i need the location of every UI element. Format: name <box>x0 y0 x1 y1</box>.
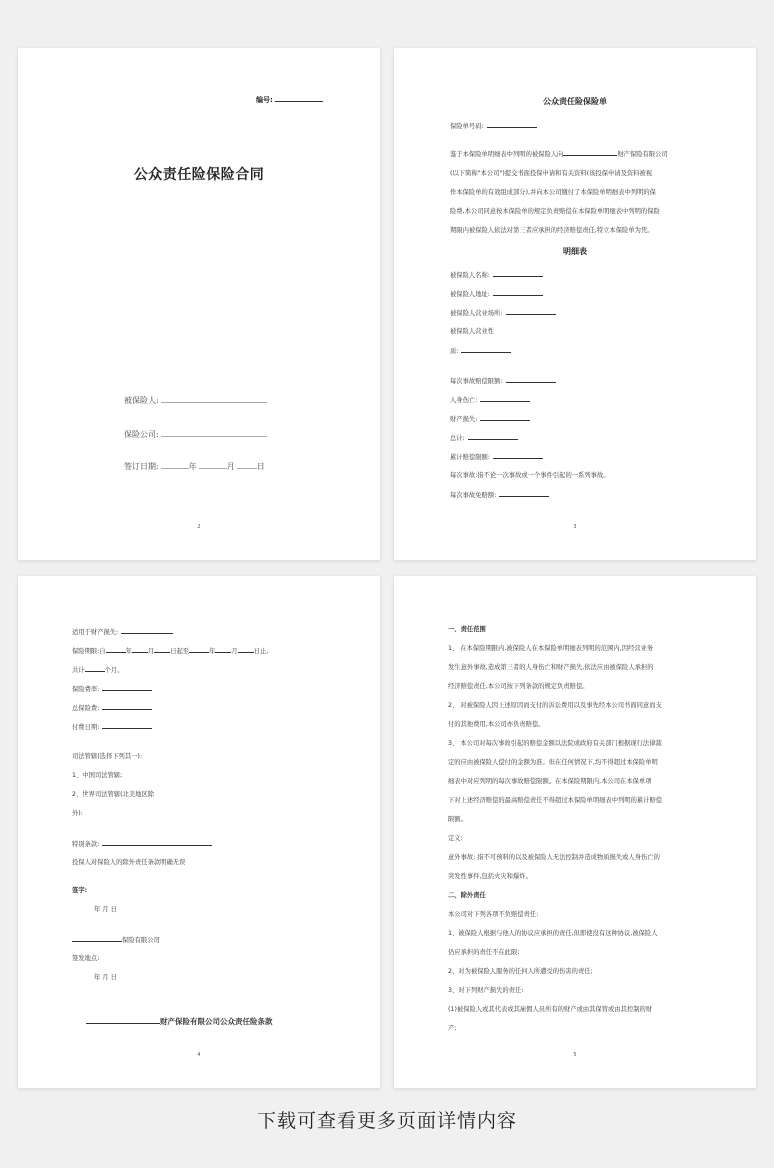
exclusion-statement: 投保人对保险人的除外责任条款明确无误 <box>72 859 186 866</box>
aggregate-limit-field: 累计赔偿限额: <box>450 451 543 461</box>
clause-line: 1、被保险人根据与他人的协议应承担的责任,但即使没有这种协议,被保险人 <box>448 930 658 937</box>
property-loss-applicable: 适用于财产损失: <box>72 626 173 636</box>
policy-title: 公众责任险保险单 <box>543 97 607 106</box>
clause-line: 定的应由被保险人偿付的金额为准。但在任何情况下,均不得超过本保险单明 <box>448 759 658 766</box>
schedule-title: 明细表 <box>563 247 587 256</box>
insured-name-field: 被保险人名称: <box>450 269 543 279</box>
clauses-body <box>448 620 710 1038</box>
document-page-4 <box>18 576 380 1088</box>
total-field: 总计: <box>450 432 518 442</box>
clause-line: 1、 在本保险期限内,被保险人在本保险单明细表列明的范围内,因经营业务 <box>448 645 654 652</box>
clause-line: 定义: <box>448 835 463 842</box>
clause-line: 2、 对被保险人因上述原因而支付的诉讼费用以及事先经本公司书面同意而支 <box>448 702 662 709</box>
special-terms-field: 特别条款: <box>72 838 212 848</box>
limit-each-field: 每次事故赔偿限额: <box>450 375 556 385</box>
insurer-field: 保险公司: <box>124 428 267 440</box>
jurisdiction-option-2-cont: 外): <box>72 810 83 817</box>
jurisdiction-option-1: 1、中国司法管辖; <box>72 772 123 779</box>
total-months: 共计 个月。 <box>72 664 123 674</box>
rate-field: 保险费率: <box>72 683 152 693</box>
jurisdiction-label: 司法管辖(选择下列其一): <box>72 753 143 760</box>
page-number: 4 <box>197 1052 201 1058</box>
clause-line: 二、除外责任 <box>448 892 486 899</box>
signature-date: 年 月 日 <box>94 906 117 913</box>
clause-line: 细表中对应列明的每次事故赔偿限额。在本保险期限内,本公司在本保单项 <box>448 778 652 785</box>
issue-place: 签发地点: <box>72 955 100 962</box>
insurer-company: 保险有限公司 <box>72 934 160 944</box>
clause-line: 意外事故: 指不可预料的以及被保险人无法控制并造成物质损失或人身伤亡的 <box>448 854 660 861</box>
clauses-title: 财产保险有限公司公众责任险条款 <box>86 1016 273 1027</box>
clause-line: 3、 本公司对每次事故引起的赔偿金额以法院或政府有关部门根据现行法律裁 <box>448 740 662 747</box>
document-page-3 <box>394 48 756 560</box>
clause-line: 本公司对下列各项不负赔偿责任: <box>448 911 539 918</box>
clause-line: 付的其他费用,本公司亦负责赔偿。 <box>448 721 545 728</box>
signature-label: 签字: <box>72 887 88 894</box>
each-accident-definition: 每次事故:指不论一次事故或一个事件引起的一系列事故。 <box>450 472 610 479</box>
clause-line: 突发性事件,包括火灾和爆炸。 <box>448 873 532 880</box>
clause-line: 限额。 <box>448 816 467 823</box>
clause-line: 仍应承担的责任不在此限; <box>448 949 520 956</box>
document-page-5 <box>394 576 756 1088</box>
jurisdiction-option-2: 2、世界司法管辖(北美地区除 <box>72 791 155 798</box>
business-place-field: 被保险人营业场所: <box>450 307 556 317</box>
contract-number: 编号: <box>256 94 323 105</box>
insured-field: 被保险人: <box>124 394 267 406</box>
pay-date-field: 付费日期: <box>72 721 152 731</box>
sign-date-field: 签订日期: 年 月 日 <box>124 462 265 471</box>
property-loss-field: 财产损失: <box>450 413 530 423</box>
insured-address-field: 被保险人地址: <box>450 288 543 298</box>
business-nature-label: 被保险人营业性 <box>450 328 495 335</box>
clause-line: 发生意外事故,造成第三者的人身伤亡和财产损失,依法应由被保险人承担的 <box>448 664 654 671</box>
insurance-period: 保险期限:自 年 月 日起至 年 月 日止, <box>72 645 268 655</box>
download-caption: 下载可查看更多页面详情内容 <box>256 1110 517 1132</box>
policy-intro: 鉴于本保险单明细表中列明的被保险人向 财产保险有限公司 (以下简称"本公司")提交书面投保申请和有关资料(该投保申请及资料被视 作本保险单的有效组成部分),并向本公司缴付了本保险单明细表中列明的保 险费,本公司同意按本保险单的规定负责赔偿在本保险单明细表中列明的保险 期限内被保险人依法对第三者应承担的经济赔偿责任,特立本保险单为凭。 <box>450 145 710 240</box>
clause-line: 3、对下列财产损失的责任: <box>448 987 524 994</box>
page-number: 5 <box>573 1052 577 1058</box>
clause-line: (1)被保险人或其代表或其雇佣人员所有的财产或由其保管或由其控制的财 <box>448 1006 653 1013</box>
issue-date: 年 月 日 <box>94 974 117 981</box>
clause-line: 下对上述经济赔偿的最高赔偿责任不得超过本保险单明细表中列明的累计赔偿 <box>448 797 663 804</box>
policy-number: 保险单号码: <box>450 120 537 130</box>
bodily-injury-field: 人身伤亡: <box>450 394 530 404</box>
document-page-2 <box>18 48 380 560</box>
premium-field: 总保险费: <box>72 702 152 712</box>
clause-line: 一、责任范围 <box>448 626 486 633</box>
clause-line: 经济赔偿责任,本公司按下列条款的规定负责赔偿。 <box>448 683 589 690</box>
contract-title: 公众责任险保险合同 <box>133 167 265 183</box>
clause-line: 2、对为被保险人服务的任何人所遭受的伤害的责任; <box>448 968 593 975</box>
deductible-field: 每次事故免赔额: <box>450 489 549 499</box>
page-number: 3 <box>573 524 577 530</box>
clause-line: 产; <box>448 1025 457 1032</box>
page-number: 2 <box>197 524 201 530</box>
business-nature-field: 质: <box>450 345 511 355</box>
